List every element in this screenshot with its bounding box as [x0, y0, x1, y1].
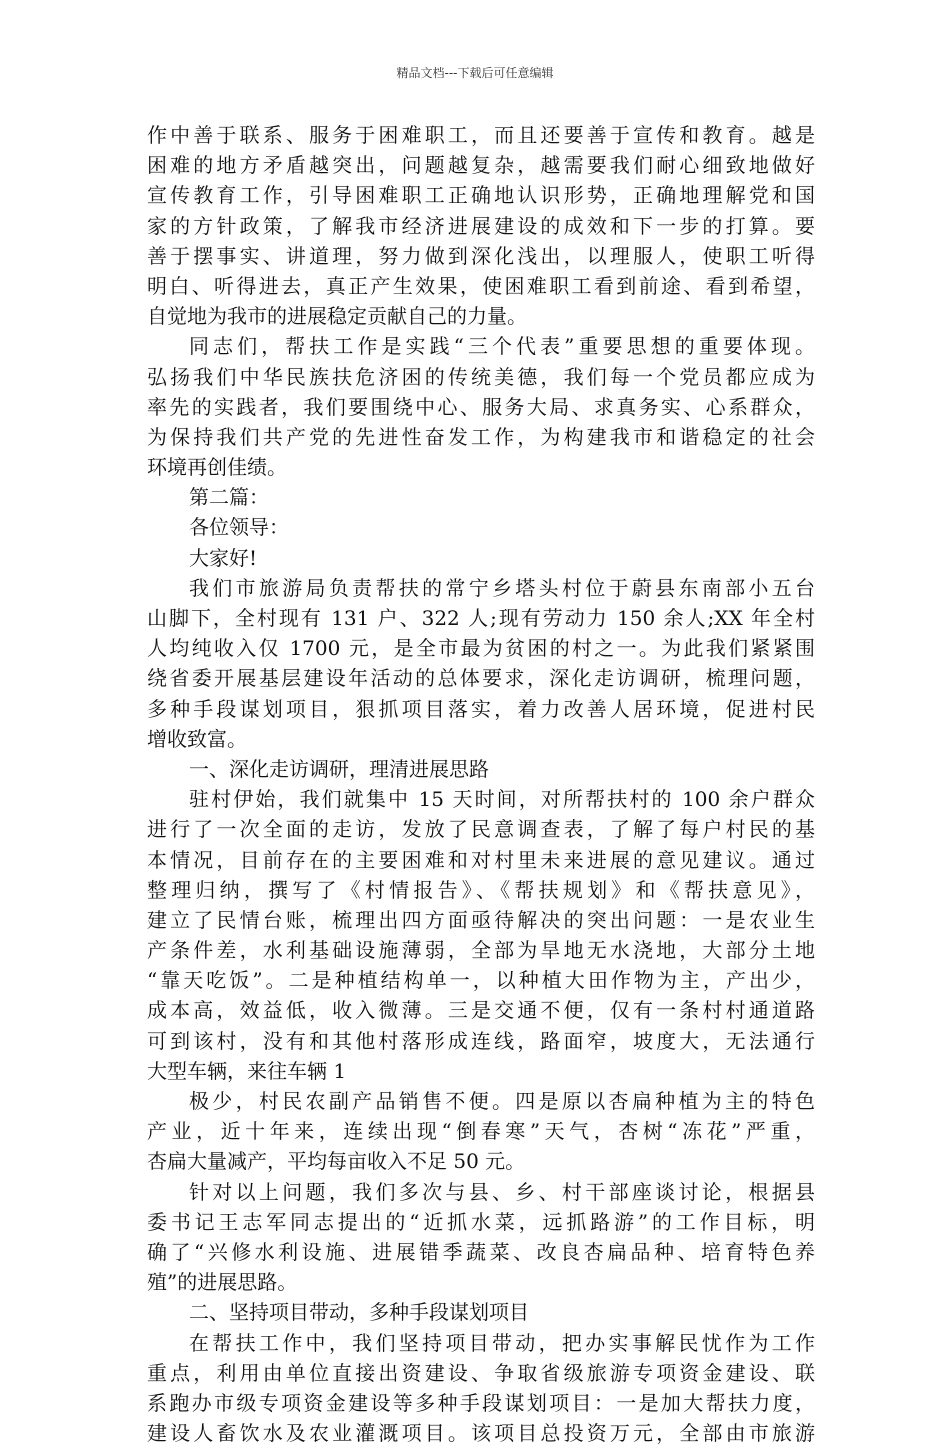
text-line: 增收致富。 [147, 726, 247, 751]
text-line: 弘扬我们中华民族扶危济困的传统美德，我们每一个党员都应成为 [147, 364, 815, 389]
text-line: 殖”的进展思路。 [147, 1270, 298, 1295]
text-line: 成本高，效益低，收入微薄。三是交通不便，仅有一条村村通道路 [147, 998, 815, 1023]
text-line: 宣传教育工作，引导困难职工正确地认识形势，正确地理解党和国 [147, 183, 815, 208]
text-line: 针对以上问题，我们多次与县、乡、村干部座谈讨论，根据县 [189, 1179, 815, 1204]
text-line: 困难的地方矛盾越突出，问题越复杂，越需要我们耐心细致地做好 [147, 153, 815, 178]
text-line: 大家好! [189, 545, 258, 570]
text-line: 极少，村民农副产品销售不便。四是原以杏扁种植为主的特色 [189, 1089, 815, 1113]
text-line: 建立了民情台账，梳理出四方面亟待解决的突出问题：一是农业生 [147, 907, 815, 932]
text-line: 委书记王志军同志提出的“近抓水菜，远抓路游”的工作目标，明 [147, 1209, 815, 1234]
text-line: 我们市旅游局负责帮扶的常宁乡塔头村位于蔚县东南部小五台 [189, 575, 815, 600]
text-line: 大型车辆，来往车辆 1 [147, 1058, 347, 1083]
text-line: 第二篇： [189, 485, 269, 510]
text-line: 驻村伊始，我们就集中 15 天时间，对所帮扶村的 100 余户群众 [189, 787, 815, 812]
text-line: 重点，利用由单位直接出资建设、争取省级旅游专项资金建设、联 [147, 1360, 815, 1385]
text-line: 确了“兴修水利设施、进展错季蔬菜、改良杏扁品种、培育特色养 [147, 1239, 815, 1264]
text-line: 产业，近十年来，连续出现“倒春寒”天气，杏树“冻花”严重， [147, 1119, 815, 1144]
text-line: 为保持我们共产党的先进性奋发工作，为构建我市和谐稳定的社会 [147, 424, 815, 449]
text-line: 各位领导： [189, 515, 289, 540]
text-line: 作中善于联系、服务于困难职工，而且还要善于宣传和教育。越是 [147, 123, 815, 147]
text-line: 善于摆事实、讲道理，努力做到深化浅出，以理服人，使职工听得 [147, 243, 815, 268]
text-line: 明白、听得进去，真正产生效果，使困难职工看到前途、看到希望， [147, 273, 815, 298]
text-line: 产条件差，水利基础设施薄弱，全部为旱地无水浇地，大部分土地 [147, 938, 815, 963]
document-body [147, 120, 815, 1448]
text-line: “靠天吃饭”。二是种植结构单一，以种植大田作物为主，产出少， [147, 968, 815, 993]
text-line: 同志们，帮扶工作是实践“三个代表”重要思想的重要体现。 [189, 334, 815, 359]
text-line: 整理归纳，撰写了《村情报告》、《帮扶规划》和《帮扶意见》， [147, 877, 815, 902]
text-line: 率先的实践者，我们要围绕中心、服务大局、求真务实、心系群众， [147, 394, 815, 419]
text-line: 环境再创佳绩。 [147, 455, 287, 480]
text-line: 在帮扶工作中，我们坚持项目带动，把办实事解民忧作为工作 [189, 1330, 815, 1355]
text-line: 自觉地为我市的进展稳定贡献自己的力量。 [147, 304, 527, 329]
text-line: 杏扁大量减产，平均每亩收入不足 50 元。 [147, 1149, 526, 1174]
text-line: 家的方针政策，了解我市经济进展建设的成效和下一步的打算。要 [147, 213, 815, 238]
text-line: 多种手段谋划项目，狠抓项目落实，着力改善人居环境，促进村民 [147, 696, 815, 721]
text-line: 一、深化走访调研，理清进展思路 [189, 756, 489, 781]
text-line: 人均纯收入仅 1700 元，是全市最为贫困的村之一。为此我们紧紧围 [147, 636, 815, 661]
text-line: 系跑办市级专项资金建设等多种手段谋划项目：一是加大帮扶力度， [147, 1390, 815, 1415]
text-line: 本情况，目前存在的主要困难和对村里未来进展的意见建议。通过 [147, 847, 815, 872]
text-line: 山脚下，全村现有 131 户、322 人;现有劳动力 150 余人;XX 年全村 [147, 606, 815, 630]
text-line: 绕省委开展基层建设年活动的总体要求，深化走访调研，梳理问题， [147, 666, 815, 691]
text-line: 可到该村，没有和其他村落形成连线，路面窄，坡度大，无法通行 [147, 1028, 815, 1053]
page-header: 精品文档---下载后可任意编辑 [396, 66, 554, 80]
text-line: 进行了一次全面的走访，发放了民意调查表，了解了每户村民的基 [147, 817, 815, 842]
text-line: 二、坚持项目带动，多种手段谋划项目 [189, 1300, 529, 1325]
text-line: 建设人畜饮水及农业灌溉项目。该项目总投资万元，全部由市旅游 [147, 1421, 815, 1446]
